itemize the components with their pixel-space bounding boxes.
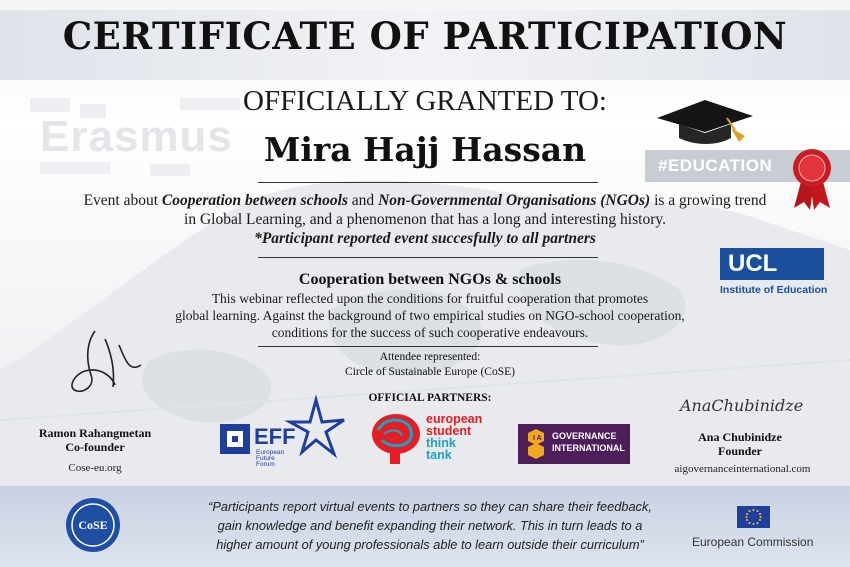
webinar-title: Cooperation between NGOs & schools xyxy=(298,271,562,288)
recipient-name: Mira Hajj Hassan xyxy=(263,130,587,169)
certificate-title: CERTIFICATE OF PARTICIPATION xyxy=(62,14,788,58)
event-prefix: Event about xyxy=(83,192,162,209)
esst-line: european xyxy=(426,412,483,426)
granted-label: OFFICIALLY GRANTED TO: xyxy=(243,85,607,117)
cose-logo xyxy=(65,497,121,553)
event-suffix: is a growing trend in Global Learning, and a phenomenon that has a long and interesting history. xyxy=(184,192,767,228)
signer-left-site: Cose-eu.org xyxy=(68,462,122,474)
quote-line: gain knowledge and benefit expanding their network. This in turn leads to a xyxy=(217,518,643,533)
gov-line: INTERNATIONAL xyxy=(552,443,625,453)
signer-left xyxy=(20,426,170,454)
eff-logo xyxy=(218,398,348,468)
eu-flag-icon xyxy=(737,506,770,528)
eff-sub: Future xyxy=(256,455,275,462)
signer-left-name: Ramon Rahangmetan xyxy=(38,426,152,440)
signer-right-name: Ana Chubinidze xyxy=(698,430,782,444)
ai-governance-text xyxy=(552,430,625,454)
official-partners-label: OFFICIAL PARTNERS: xyxy=(368,392,492,404)
education-tag-label: #EDUCATION xyxy=(658,156,773,175)
webinar-line: global learning. Against the background of two empirical studies on NGO-school cooperation, xyxy=(175,308,685,323)
attendee-block xyxy=(230,350,630,380)
webinar-line: This webinar reflected upon the conditions for fruitful cooperation that promotes xyxy=(211,291,649,306)
event-note: *Participant reported event succesfully to all partners xyxy=(254,230,596,247)
esst-logo xyxy=(370,408,505,468)
webinar-description xyxy=(120,290,740,341)
signature-ana: AnaChubinidze xyxy=(680,396,804,415)
eff-mark: EFF xyxy=(254,424,296,449)
graduation-cap-icon xyxy=(655,96,755,146)
divider-top xyxy=(258,257,598,258)
ucl-logo-text: UCL xyxy=(728,250,778,277)
cose-logo-text: CoSE xyxy=(78,518,108,532)
quote-line: higher amount of young professionals able to learn outside their curriculum” xyxy=(216,537,644,552)
attendee-org: Circle of Sustainable Europe (CoSE) xyxy=(345,366,515,378)
divider-bottom xyxy=(258,346,598,347)
esst-line: think xyxy=(426,436,456,450)
footer-quote xyxy=(195,497,665,554)
hexagon-icon xyxy=(522,428,550,460)
signer-right-role: Founder xyxy=(717,444,762,458)
webinar-line: conditions for the success of such cooperative endeavours. xyxy=(271,325,589,340)
award-rosette-icon xyxy=(790,148,834,210)
eff-sub: Forum xyxy=(256,461,275,468)
european-commission-label: European Commission xyxy=(692,535,814,549)
event-middle: and xyxy=(347,192,379,209)
signer-right xyxy=(660,430,820,458)
event-topic-ngos: Non-Governmental Organisations (NGOs) xyxy=(378,192,651,209)
signature-ramon xyxy=(55,325,145,405)
event-description xyxy=(80,191,770,248)
esst-line: student xyxy=(426,424,472,438)
event-topic-schools: Cooperation between schools xyxy=(161,192,348,209)
gov-line: GOVERNANCE xyxy=(552,431,617,441)
ucl-subtitle: Institute of Education xyxy=(720,284,828,296)
gov-letters: I A xyxy=(533,435,542,442)
esst-line: tank xyxy=(426,448,452,462)
erasmus-watermark: Erasmus xyxy=(40,112,233,161)
signer-right-site: aigovernanceinternational.com xyxy=(674,463,811,475)
signer-left-role: Co-founder xyxy=(65,440,125,454)
quote-line: “Participants report virtual events to partners so they can share their feedback, xyxy=(208,499,652,514)
attendee-label: Attendee represented: xyxy=(379,351,481,363)
eff-sub: European xyxy=(256,449,285,456)
name-underline xyxy=(258,182,598,183)
eu-stars-icon xyxy=(737,506,770,528)
